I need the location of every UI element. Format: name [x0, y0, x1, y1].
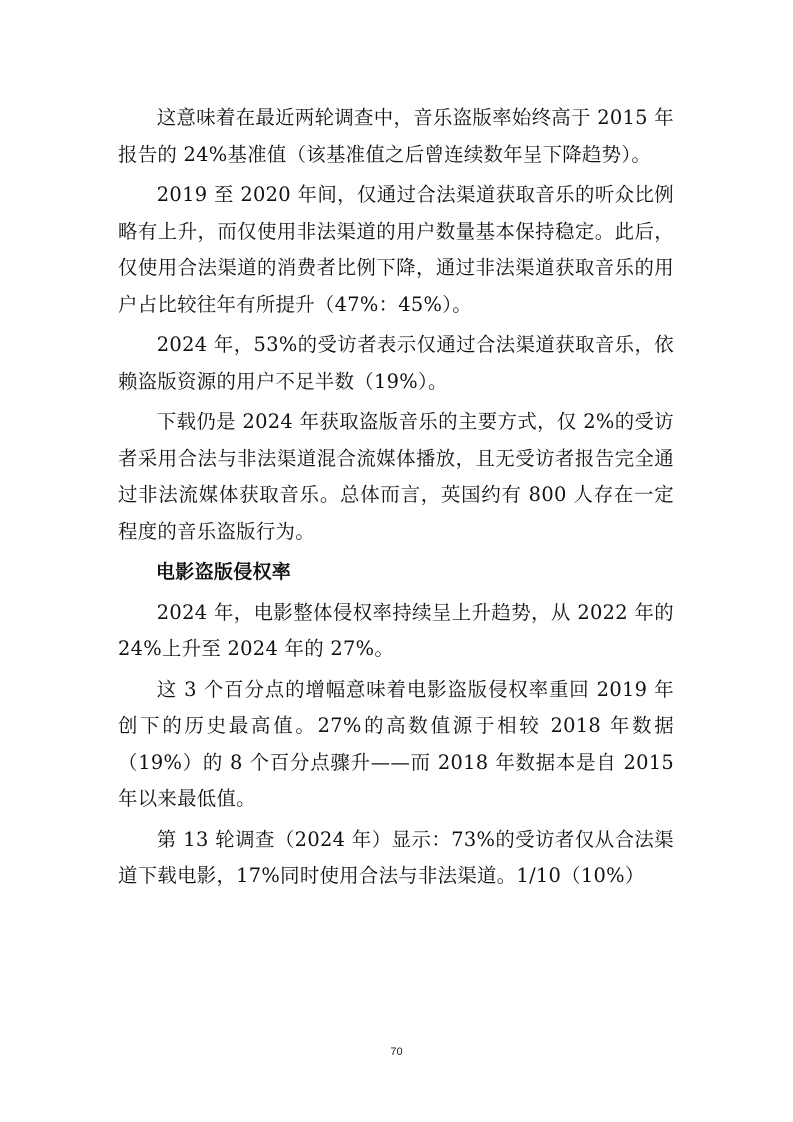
paragraph-music-baseline: 这意味着在最近两轮调查中，音乐盗版率始终高于 2015 年报告的 24%基准值（该基准值之后曾连续数年呈下降趋势）。: [118, 106, 674, 166]
paragraph-film-2024-rate: 2024 年，电影整体侵权率持续呈上升趋势，从 2022 年的 24%上升至 2024 年的 27%。: [118, 600, 674, 660]
section-heading-film-piracy: 电影盗版侵权率: [156, 561, 292, 583]
paragraph-music-2024-share: 2024 年，53%的受访者表示仅通过合法渠道获取音乐，依赖盗版资源的用户不足半数（19%）。: [118, 333, 674, 393]
paragraph-film-round13-survey: 第 13 轮调查（2024 年）显示：73%的受访者仅从合法渠道下载电影，17%同时使用合法与非法渠道。1/10（10%）: [118, 827, 674, 887]
paragraph-film-historic-high: 这 3 个百分点的增幅意味着电影盗版侵权率重回 2019 年创下的历史最高值。27%的高数值源于相较 2018 年数据（19%）的 8 个百分点骤升——而 2018 年数据本是自 2015 年以来最低值。: [118, 677, 674, 810]
page-body: [118, 100, 674, 899]
paragraph-music-download-method: 下载仍是 2024 年获取盗版音乐的主要方式，仅 2%的受访者采用合法与非法渠道混合流媒体播放，且无受访者报告完全通过非法流媒体获取音乐。总体而言，英国约有 800 人存在一定程度的音乐盗版行为。: [118, 410, 674, 543]
page-number: 70: [390, 1046, 403, 1058]
paragraph-music-channels-trend: 2019 至 2020 年间，仅通过合法渠道获取音乐的听众比例略有上升，而仅使用非法渠道的用户数量基本保持稳定。此后，仅使用合法渠道的消费者比例下降，通过非法渠道获取音乐的用户占比较往年有所提升（47%：45%）。: [118, 183, 674, 316]
